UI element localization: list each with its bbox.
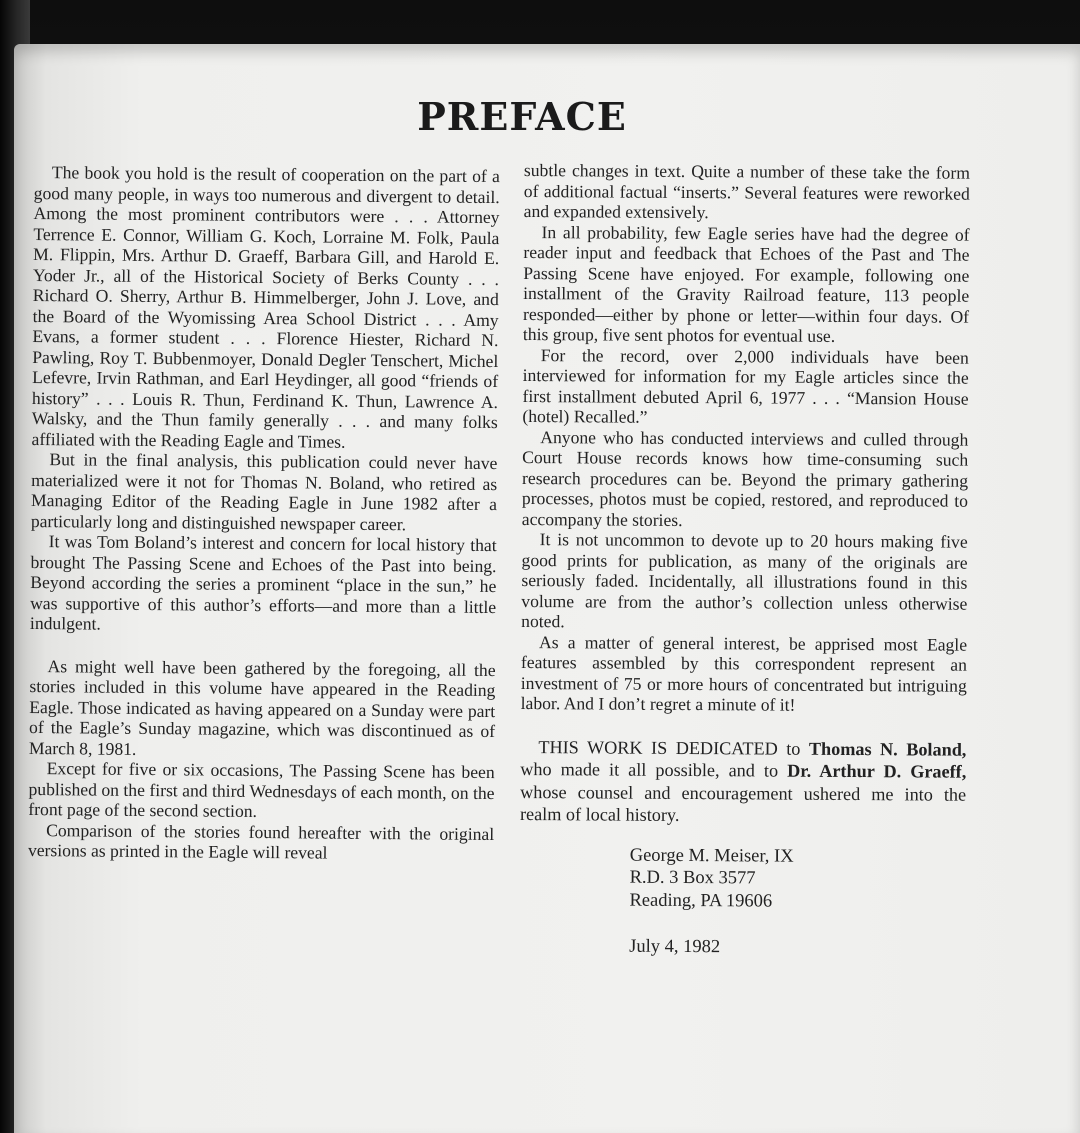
paragraph-comparison: Comparison of the stories found hereafter with the original versions as printed in the Eagle will reveal [27, 819, 495, 863]
paragraph-prints: It is not uncommon to devote up to 20 hours making five good prints for publication, as many of the originals are seriously faded. Incidentally, all illustrations found in this volume are from the author’s collection unless otherwise noted. [521, 529, 968, 632]
dedication-name-boland: Thomas N. Boland, [808, 738, 967, 760]
paragraph-boland-interest: It was Tom Boland’s interest and concern for local history that brought The Passing Scene and Echoes of the Past into being. Beyond according the series a prominent “place in the sun,” he was supportive of this author’s efforts—and more than a little indulgent. [29, 531, 497, 634]
paragraph-labor: As a matter of general interest, be apprised most Eagle features assembled by this correspondent represent an investment of 75 or more hours of concentrated but intriguing labor. And I don’t regret a minute of it! [520, 631, 968, 715]
paragraph-subtle-changes: subtle changes in text. Quite a number of these take the form of additional factual “inserts.” Several features were reworked and expanded extensively. [523, 160, 970, 223]
dedication-end: whose counsel and encouragement ushered me into the realm of local history. [519, 781, 967, 825]
paragraph-contributors: The book you hold is the result of cooperation on the part of a good many people, in ways too numerous and divergent to detail. Among the most prominent contributors were . . . Attorney Terrence E. Connor, William G. Koch, Lorraine M. Folk, Paula M. Flippin, Mrs. Arthur D. Graeff, Barbara Gill, and Harold E. Yoder Jr., all of the Historical Society of Berks County . . . Richard O. Sherry, Arthur B. Himmelberger, John J. Love, and the Board of the Wyomissing Area School District . . . Amy Evans, a former student . . . Florence Hiester, Richard N. Pawling, Roy T. Bubbenmoyer, Donald Degler Tenschert, Michel Lefevre, Irvin Rathman, and Earl Heydinger, all good “friends of history” . . . Louis R. Thun, Ferdinand K. Thun, Lawrence A. Walsky, and the Thun family generally . . . and many folks affiliated with the Reading Eagle and Times. [31, 162, 500, 452]
left-column [28, 162, 500, 865]
paragraph-research: Anyone who has conducted interviews and culled through Court House records knows how time-consuming such research procedures can be. Beyond the primary gathering processes, photos must be copied, restored, and reproduced to accompany the stories. [521, 426, 969, 530]
signature-date: July 4, 1982 [629, 936, 721, 958]
right-column [519, 160, 970, 960]
dedication-name-graeff: Dr. Arthur D. Graeff, [787, 760, 967, 782]
author-address-line-2: Reading, PA 19606 [629, 890, 773, 912]
author-address-line-1: R.D. 3 Box 3577 [629, 867, 756, 889]
dedication [520, 735, 967, 828]
signature-block [629, 844, 966, 960]
author-name: George M. Meiser, IX [629, 845, 794, 867]
dedication-middle: who made it all possible, and to [520, 758, 788, 781]
paragraph-publication-schedule: Except for five or six occasions, The Passing Scene has been published on the first and third Wednesdays of each month, on the front page of the second section. [28, 758, 495, 821]
page-title: PREFACE [417, 94, 627, 139]
paragraph-boland: But in the final analysis, this publication could never have materialized were it not for Thomas N. Boland, who retired as Managing Editor of the Reading Eagle in June 1982 after a particularly long and distinguished newspaper career. [30, 449, 498, 534]
paragraph-interviews-record: For the record, over 2,000 individuals have been interviewed for information for my Eagle articles since the first installment debuted April 6, 1977 . . . “Mansion House (hotel) Recalled.” [522, 344, 969, 427]
book-page [14, 44, 1080, 1133]
paragraph-stories-appeared: As might well have been gathered by the foregoing, all the stories included in this volume have appeared in the Reading Eagle. Those indicated as having appeared on a Sunday were part of the Eagle’s Sunday magazine, which was discontinued as of March 8, 1981. [28, 655, 496, 759]
dedication-lead: THIS WORK IS DEDICATED to [538, 736, 809, 759]
paragraph-reader-input: In all probability, few Eagle series have had the degree of reader input and feedback that Echoes of the Past and The Passing Scene have enjoyed. For example, following one installment of the Gravity Railroad feature, 113 people responded—either by phone or letter—within four days. Of this group, five sent photos for eventual use. [522, 221, 970, 346]
